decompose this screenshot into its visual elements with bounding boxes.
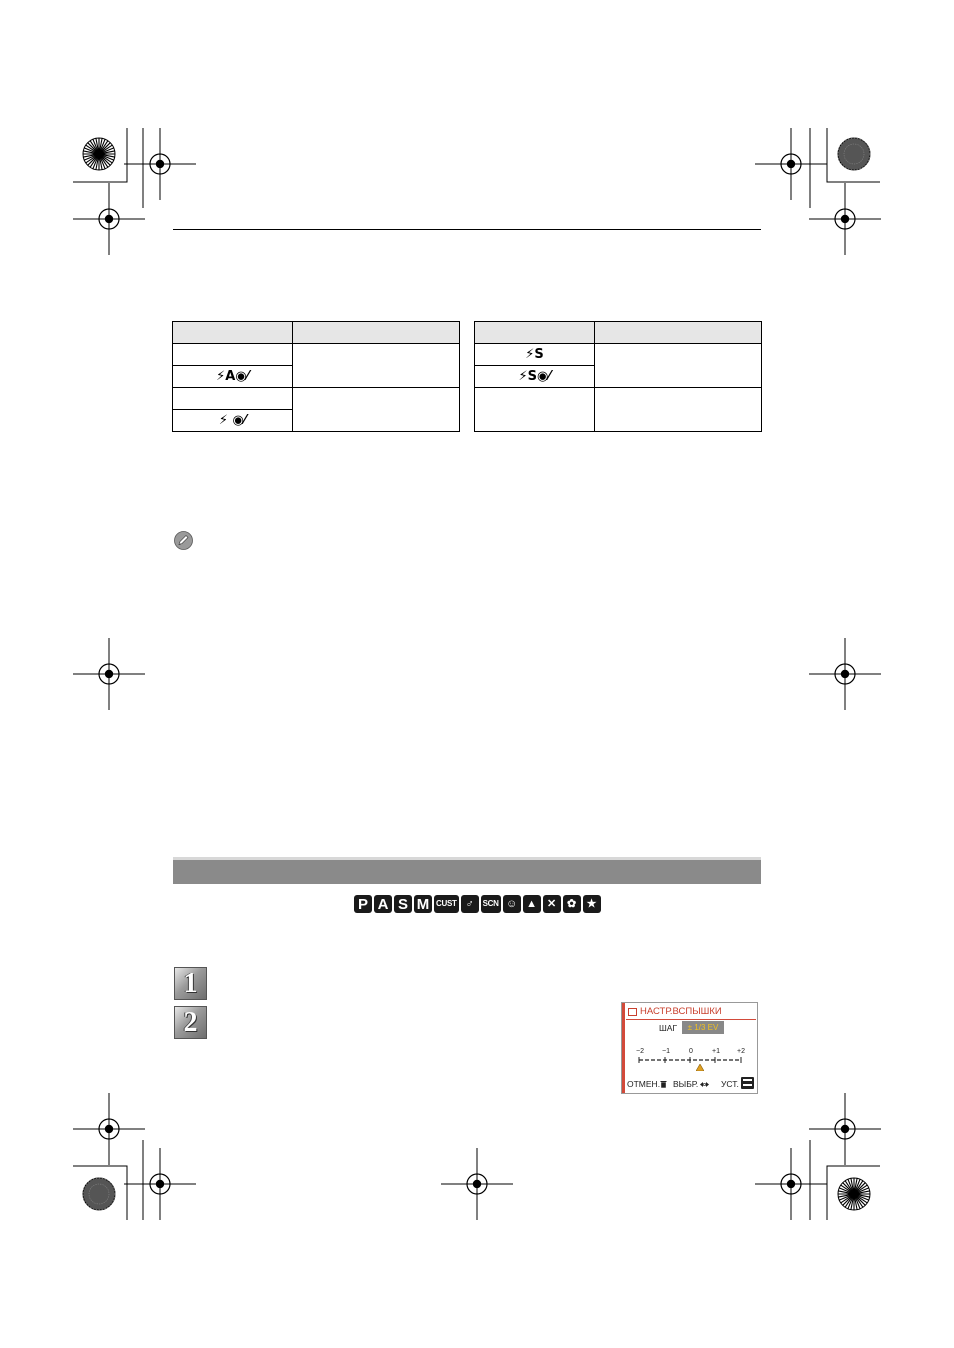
flash-adjust-icon (628, 1008, 637, 1016)
table-header-row (475, 322, 762, 344)
exposure-scale[interactable] (638, 1057, 742, 1065)
scale-tick-label: 0 (689, 1048, 693, 1055)
scale-indicator-icon (696, 1064, 704, 1071)
trash-icon (660, 1080, 667, 1088)
note-pencil-icon (174, 531, 193, 550)
scale-tick-label: +2 (737, 1048, 745, 1055)
mode-custom-icon: CUST (434, 895, 459, 913)
scale-tick-label: −2 (636, 1048, 644, 1055)
step-1-badge: 1 (174, 967, 207, 1000)
mode-shutter-icon: S (394, 895, 412, 913)
set-label: УСТ. (721, 1079, 739, 1089)
scale-tick-label: −1 (662, 1048, 670, 1055)
mode-manual-icon: M (414, 895, 432, 913)
step-label: ШАГ (659, 1023, 678, 1033)
camera-flash-adjust-screen (621, 1002, 758, 1094)
section-header-bar (173, 857, 761, 884)
left-right-arrows-icon (700, 1081, 709, 1088)
mode-portrait-icon: ☺ (503, 895, 521, 913)
step-value-field[interactable]: ± 1/3 EV (682, 1021, 724, 1034)
header-rule (173, 229, 761, 230)
flash-mode-table-left (172, 321, 460, 432)
mode-aperture-icon: A (374, 895, 392, 913)
cancel-label: ОТМЕН. (627, 1079, 661, 1089)
screen-accent-bar (622, 1003, 625, 1093)
flash-auto-icon (173, 344, 293, 366)
flash-mode-table-right (474, 321, 762, 432)
select-label: ВЫБР. (673, 1079, 699, 1089)
table-row (475, 344, 762, 366)
flash-off-icon (475, 388, 595, 432)
mode-closeup-icon: ✿ (563, 895, 581, 913)
table-row (173, 344, 460, 366)
recording-mode-icons (354, 895, 601, 913)
mode-program-icon: P (354, 895, 372, 913)
scale-tick-label: +1 (712, 1048, 720, 1055)
title-divider (626, 1019, 756, 1020)
screen-title: НАСТР.ВСПЫШКИ (640, 1006, 722, 1017)
table-header-row (173, 322, 460, 344)
flash-forced-on-icon (173, 388, 293, 410)
step-2-badge: 2 (174, 1006, 207, 1039)
slow-sync-red-eye-icon: ⚡S◉⁄ (475, 366, 595, 388)
flash-auto-red-eye-icon: ⚡A◉⁄ (173, 366, 293, 388)
mode-creative-icon: ♂ (461, 895, 479, 913)
mode-night-portrait-icon: ★ (583, 895, 601, 913)
table-row (173, 388, 460, 410)
mode-sports-icon: ✕ (543, 895, 561, 913)
mode-scenery-icon: ▲ (523, 895, 541, 913)
flash-forced-red-eye-icon: ⚡ ◉⁄ (173, 410, 293, 432)
mode-scene-icon: SCN (481, 895, 501, 913)
slow-sync-icon: ⚡S (475, 344, 595, 366)
menu-set-icon (741, 1077, 754, 1089)
